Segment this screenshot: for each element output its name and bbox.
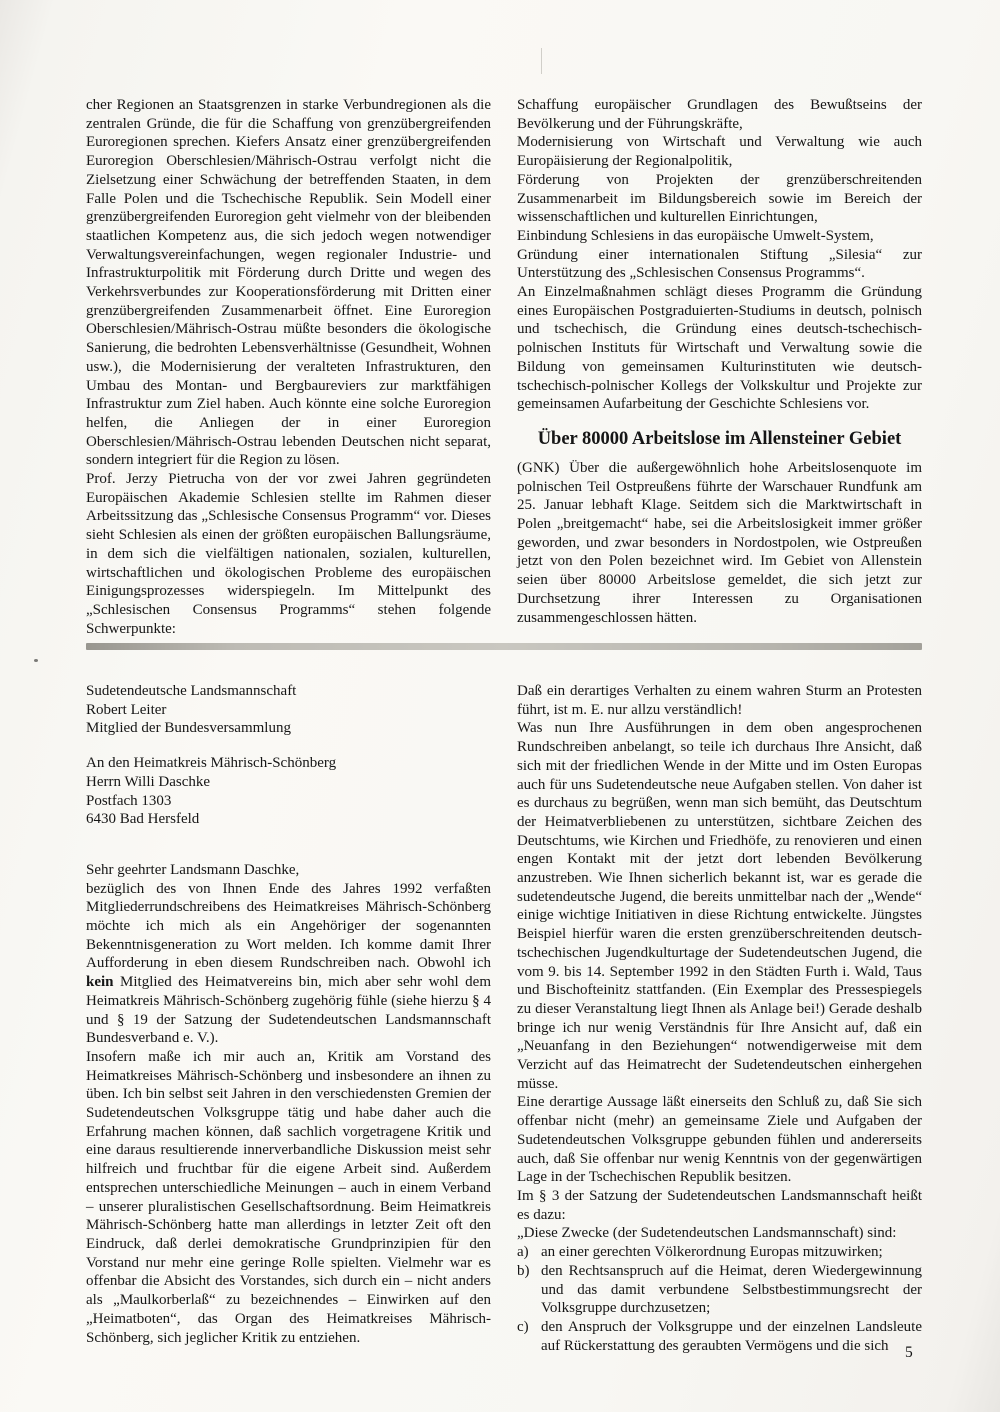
statute-item-marker: b) <box>517 1262 530 1279</box>
recipient-line: An den Heimatkreis Mährisch-Schönberg <box>86 755 337 772</box>
statute-item-text: an einer gerechten Völkerordnung Europas mitzuwirken; <box>541 1244 883 1261</box>
top-article-section <box>86 96 922 638</box>
top-article-right-column <box>517 96 922 638</box>
recipient-line: Herrn Willi Daschke <box>86 773 211 790</box>
sender-line: Mitglied der Bundesversammlung <box>86 720 291 737</box>
scan-artifact-line <box>541 48 542 74</box>
statute-item-marker: a) <box>517 1244 529 1261</box>
letter-salutation: Sehr geehrter Landsmann Daschke, <box>86 861 300 878</box>
statute-intro: „Diese Zwecke (der Sudetendeutschen Landsmannschaft) sind: <box>517 1225 897 1242</box>
article-paragraph: An Einzelmaßnahmen schlägt dieses Programm die Gründung eines Europäischen Postgraduierten-Studiums in deutsch, polnisch und tschechisch, die Gründung eines deutsch-tschechisch-polnischen Instituts für Wirtschaft und Verwaltung sowie die Bildung von gemeinsamen Kulturinstituten wie deutsch-tschechisch-polnischer Kollegs der Volkskultur und Projekte zur gemeinsamen Aufarbeitung der Geschichte Schlesiens vor. <box>517 284 922 413</box>
letter-recipient-block <box>86 754 491 829</box>
statute-item-text: den Anspruch der Volksgruppe und der einzelnen Landsleute auf Rückerstattung des geraubten Vermögens und die sich <box>541 1318 922 1354</box>
letter-paragraph: Was nun Ihre Ausführungen in dem oben angesprochenen Rundschreiben anbelangt, so teile ich durchaus Ihre Ansicht, daß sich mit der friedlichen Wende in der Mitte und im Osten Europas auch für uns Sudetendeutsche neue Aufgaben stellen. Von daher ist es durchaus zu begrüßen, wenn man sich bemüht, das Deutschtum der Heimatverbliebenen zu unterstützen, sichtbare Zeichen des Deutschtums, wie Kirchen und Friedhöfe, zu renovieren und einen engen Kontakt mit der jetzt dort lebenden Bevölkerung anzustreben. Wie Ihnen sicherlich bekannt ist, war es gerade die sudetendeutsche Jugend, die bereits unmittelbar nach der „Wende“ einige wichtige Initiativen in diese Richtung entwickelte. Jüngstes Beispiel hierfür waren die ersten grenzüberschreitenden deutsch-tschechischen Jugendkulturtage der Sudetendeutschen Jugend, die vom 9. bis 14. September 1992 in den Städten Furth i. Wald, Taus und Bischofteinitz stattfanden. (Ein Exemplar des Pressespiegels zu dieser Veranstaltung liegt Ihnen als Anlage bei!) Gerade deshalb bringe ich nur wenig Verständnis für Ihre Ansicht auf, daß ein „Neuanfang in den Beziehungen“ notwendigerweise mit dem Verzicht auf das Heimatrecht der Sudetendeutschen einhergehen müsse. <box>517 720 922 1092</box>
scan-artifact-dot <box>34 659 38 662</box>
letter-section <box>86 682 922 1355</box>
article-heading-arbeitslose: Über 80000 Arbeitslose im Allensteiner Gebiet <box>537 428 902 449</box>
recipient-line: Postfach 1303 <box>86 792 172 809</box>
program-point-paragraph: Modernisierung von Wirtschaft und Verwaltung wie auch Europäisierung der Regionalpolitik, <box>517 134 922 170</box>
letter-paragraph: Daß ein derartiges Verhalten zu einem wahren Sturm an Protesten führt, ist m. E. nur allzu verständlich! <box>517 683 922 718</box>
recipient-line: 6430 Bad Hersfeld <box>86 811 200 828</box>
top-article-left-column <box>86 96 491 638</box>
sender-line: Robert Leiter <box>86 701 167 718</box>
article-paragraph: cher Regionen an Staatsgrenzen in starke Verbundregionen als die zentralen Gründe, die für die Schaffung von grenzübergreifenden Euroregionen sprechen. Kiefers Ansatz einer grenzübergreifenden Euroregion Oberschlesien/Mährisch-Ostrau verfolgt nicht die Zielsetzung einer Schwächung der betreffenden Staaten, in dem Falle Polen und die Tschechische Republik. Sein Modell einer grenzübergreifenden Euroregion geht vielmehr von der bleibenden staatlichen Kompetenz aus, die sich jedoch wegen notwendiger Verwaltungsvereinfachungen, wegen regionaler Industrie- und Infrastrukturpolitik mit Förderung durch Dritte und wegen des Verkehrsverbundes zur Kooperationsförderung mit Dritten einer grenzübergreifenden Zusammenarbeit öffnet. Eine Euroregion Oberschlesien/Mährisch-Ostrau müßte besonders die ökologische Sanierung, die bedrohten Lebensverhältnisse (Gesundheit, Wohnen usw.), die Modernisierung der veralteten Infrastrukturen, den Umbau des Montan- und Bergbaureviers zur marktfähigen Infrastruktur zum Ziel haben. Auch könnte eine solche Euroregion helfen, die Anliegen der in einer Euroregion Oberschlesien/Mährisch-Ostrau lebenden Deutschen nicht separat, sondern integriert für die Region zu lösen. <box>86 97 491 469</box>
letter-right-column <box>517 682 922 1355</box>
letter-sender-block <box>86 682 491 738</box>
letter-paragraph <box>86 880 491 1048</box>
emphasized-word: kein <box>86 974 114 991</box>
statute-item-marker: c) <box>517 1318 529 1335</box>
program-point-paragraph: Schaffung europäischer Grundlagen des Bewußtseins der Bevölkerung und der Führungskräfte, <box>517 97 922 132</box>
section-divider <box>86 643 922 650</box>
article-paragraph: Prof. Jerzy Pietrucha von der vor zwei Jahren gegründeten Europäischen Akademie Schlesien stellte im Rahmen dieser Arbeitssitzung das „Schlesische Consensus Programm“ vor. Dieses sieht Schlesien als einen der größten europäischen Ballungsräume, in dem sich die vielfältigen nationalen, sozialen, kulturellen, wirtschaftlichen und ökologischen Probleme des europäischen Einigungsprozesses widerspiegeln. Im Mittelpunkt des „Schlesischen Consensus Programms“ stehen folgende Schwerpunkte: <box>86 471 491 637</box>
statute-item <box>517 1262 922 1318</box>
statute-item <box>517 1318 922 1355</box>
statute-item-text: den Rechtsanspruch auf die Heimat, deren Wiedergewinnung und das damit verbundene Selbstbestimmungsrecht der Volksgruppe durchzusetzen; <box>541 1262 922 1317</box>
letter-paragraph: Insofern maße ich mir auch an, Kritik am Vorstand des Heimatkreises Mährisch-Schönberg und insbesondere an ihnen zu üben. Ich bin selbst seit Jahren in den verschiedensten Gremien der Sudetendeutschen Volksgruppe tätig und habe daher auch die Erfahrung machen können, daß sachlich vorgetragene Kritik und eine daraus resultierende innerverbandliche Diskussion meist sehr hilfreich und fruchtbar für die eigene Arbeit sind. Außerdem entsprechen unterschiedliche Meinungen – auch in einem Verband – unserer pluralistischen Gesellschaftsordnung. Beim Heimatkreis Mährisch-Schönberg hatte man allerdings in letzter Zeit oft den Eindruck, daß derlei demokratische Grundprinzipien für den Vorstand nur mehr eine geringe Rolle spielten. Vielmehr war es offenbar die Absicht des Vorstandes, sich durch ein – nicht anders als „Maulkorberlaß“ zu bezeichnendes – Einwirken auf den „Heimatboten“, das Organ des Heimatkreises Mährisch-Schönberg, sich jeglicher Kritik zu entziehen. <box>86 1048 491 1346</box>
page-number: 5 <box>905 1344 913 1361</box>
letter-paragraph: Im § 3 der Satzung der Sudetendeutschen Landsmannschaft heißt es dazu: <box>517 1187 922 1223</box>
letter-left-column <box>86 682 491 1355</box>
sender-line: Sudetendeutsche Landsmannschaft <box>86 683 297 699</box>
letter-paragraph-text: bezüglich des von Ihnen Ende des Jahres 1992 verfaßten Mitgliederrundschreibens des Heimatkreises Mährisch-Schönberg möchte ich mich als ein Angehöriger der sogenannten Bekenntnisgeneration zu Wort melden. Ich komme damit Ihrer Aufforderung in eben diesem Rundschreiben nach. Obwohl ich <box>86 880 491 972</box>
statute-item <box>517 1243 922 1262</box>
article-paragraph: (GNK) Über die außergewöhnlich hohe Arbeitslosenquote im polnischen Teil Ostpreußens führte der Warschauer Rundfunk am 25. Januar lebhaft Klage. Seitdem sich die Marktwirtschaft in Polen „breitgemacht“ habe, sei die Arbeitslosigkeit immer größer geworden, und zwar besonders in Nordostpolen, wie Ostpreußen jetzt von den Polen bezeichnet wird. Im Gebiet von Allenstein seien über 80000 Arbeitslose gemeldet, die sich jetzt zur Durchsetzung ihrer Interessen zu Organisationen zusammengeschlossen hätten. <box>517 459 922 626</box>
letter-paragraph-text: Mitglied des Heimatvereins bin, mich aber sehr wohl dem Heimatkreis Mährisch-Schönberg zugehörig fühle (siehe hierzu § 4 und § 19 der Satzung der Sudetendeutschen Landsmannschaft Bundesverband e. V.). <box>86 974 491 1047</box>
program-point-paragraph: Förderung von Projekten der grenzüberschreitenden Zusammenarbeit im Bildungsbereich sowie im Bereich der wissenschaftlichen und kulturellen Einrichtungen, <box>517 171 922 226</box>
program-point-paragraph: Einbindung Schlesiens in das europäische Umwelt-System, <box>517 227 874 244</box>
program-point-paragraph: Gründung einer internationalen Stiftung „Silesia“ zur Unterstützung des „Schlesischen Consensus Programms“. <box>517 246 922 282</box>
letter-paragraph: Eine derartige Aussage läßt einerseits den Schluß zu, daß Sie sich offenbar nicht (mehr) an gemeinsame Ziele und Aufgaben der Sudetendeutschen Volksgruppe gebunden fühlen und andererseits auch, daß Sie offenbar nur wenig Kenntnis von der gegenwärtigen Lage in der Tschechischen Republik besitzen. <box>517 1094 922 1186</box>
